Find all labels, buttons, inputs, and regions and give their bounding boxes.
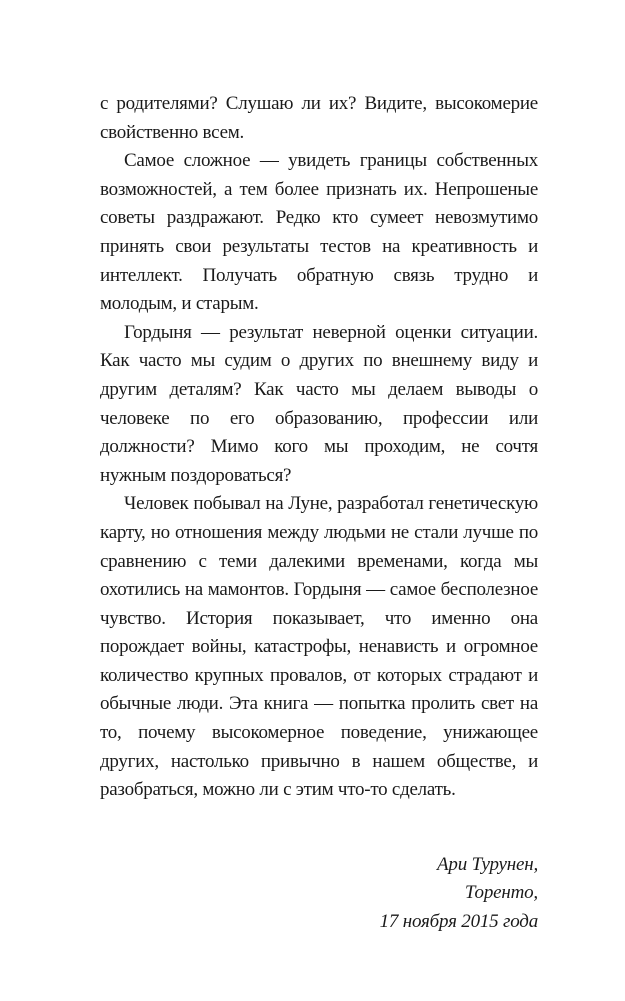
book-page — [100, 90, 538, 937]
signature-place: Торенто, — [464, 882, 538, 904]
paragraph-limits: Самое сложное — увидеть границы собственных возможностей, а тем более признать их. Непрошеные советы раздражают. Редко кто сумеет невозмутимо принять свои результаты тестов на креативность и интеллект. Получать обратную связь трудно и молодым, и старым. — [100, 150, 538, 315]
paragraph-pride-assessment: Гордыня — результат неверной оценки ситуации. Как часто мы судим о других по внешнему виду и другим деталям? Как часто мы делаем выводы о человеке по его образованию, профессии или должности? Мимо кого мы проходим, не сочтя нужным поздороваться? — [100, 321, 538, 486]
signature-author: Ари Турунен, — [437, 853, 538, 875]
paragraph-pride-history: Человек побывал на Луне, разработал генетическую карту, но отношения между людьми не стали лучше по сравнению с теми далекими временами, когда мы охотились на мамонтов. Гордыня — самое бесполезное чувство. История показывает, что именно она порождает войны, катастрофы, ненависть и огромное количество крупных провалов, от которых страдают и обычные люди. Эта книга — попытка пролить свет на то, почему высокомерное поведение, унижающее других, настолько привычно в нашем обществе, и разобраться, можно ли с этим что-то сделать. — [100, 493, 538, 801]
paragraph-continuation: с родителями? Слушаю ли их? Видите, высокомерие свойственно всем. — [100, 93, 538, 143]
signature-date: 17 ноября 2015 года — [379, 911, 538, 933]
signature-block — [100, 851, 538, 937]
